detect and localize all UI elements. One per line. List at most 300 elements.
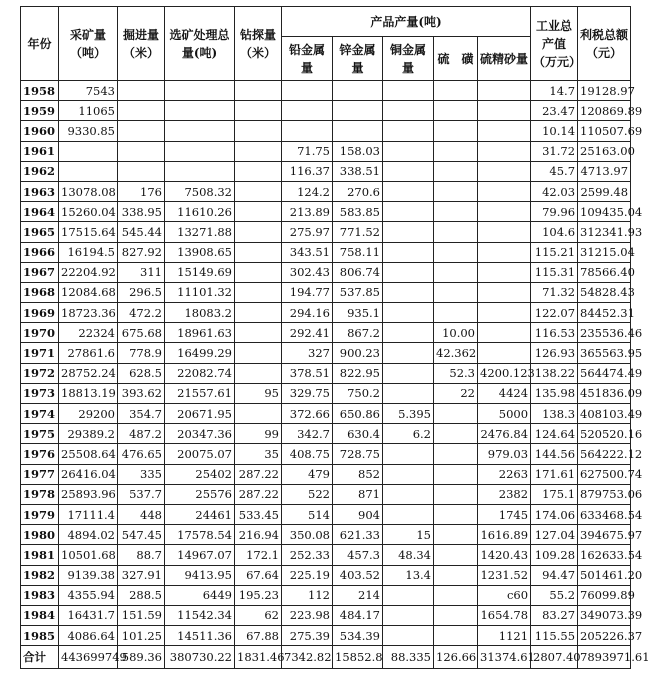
- lead-cell: 292.41: [282, 323, 333, 343]
- excavation-cell: 311: [118, 262, 165, 282]
- drilling-cell: [235, 161, 282, 181]
- drilling-cell: 195.23: [235, 585, 282, 605]
- ore-processing-cell: 21557.61: [165, 383, 235, 403]
- excavation-cell: 589.36: [118, 646, 165, 669]
- lead-cell: 514: [282, 504, 333, 524]
- ore-processing-cell: 11101.32: [165, 282, 235, 302]
- header-industrial-output: 工业总产值（万元）: [531, 7, 578, 81]
- sulfur-cell: 42.362: [434, 343, 478, 363]
- excavation-cell: 151.59: [118, 605, 165, 625]
- year-cell: 1959: [21, 101, 59, 121]
- table-row: [21, 282, 631, 302]
- ore-processing-cell: 20075.07: [165, 444, 235, 464]
- lead-cell: 275.97: [282, 222, 333, 242]
- table-row: [21, 323, 631, 343]
- industrial-output-cell: 144.56: [531, 444, 578, 464]
- mining-cell: 17111.4: [59, 504, 118, 524]
- mining-cell: [59, 161, 118, 181]
- sulfur-cell: 52.3: [434, 363, 478, 383]
- excavation-cell: [118, 121, 165, 141]
- table-row: [21, 181, 631, 201]
- zinc-cell: 621.33: [333, 525, 383, 545]
- excavation-cell: 778.9: [118, 343, 165, 363]
- drilling-cell: 35: [235, 444, 282, 464]
- excavation-cell: 827.92: [118, 242, 165, 262]
- drilling-cell: [235, 81, 282, 101]
- header-mining: 采矿量（吨）: [59, 7, 118, 81]
- profit-tax-cell: 31215.04: [578, 242, 631, 262]
- statistics-table-container: [20, 6, 650, 669]
- copper-cell: [383, 504, 434, 524]
- copper-cell: [383, 323, 434, 343]
- mining-cell: 29200: [59, 404, 118, 424]
- header-sulfur-concentrate: 硫精砂量: [478, 37, 531, 81]
- mining-cell: 13078.08: [59, 181, 118, 201]
- sulfur-concentrate-cell: [478, 81, 531, 101]
- table-row: [21, 404, 631, 424]
- ore-processing-cell: 20671.95: [165, 404, 235, 424]
- zinc-cell: 750.2: [333, 383, 383, 403]
- industrial-output-cell: 14.7: [531, 81, 578, 101]
- year-cell: 1977: [21, 464, 59, 484]
- copper-cell: 88.335: [383, 646, 434, 669]
- table-row: [21, 262, 631, 282]
- profit-tax-cell: 19128.97: [578, 81, 631, 101]
- ore-processing-cell: [165, 81, 235, 101]
- year-cell: 1962: [21, 161, 59, 181]
- table-row: [21, 222, 631, 242]
- sulfur-concentrate-cell: [478, 101, 531, 121]
- mining-cell: 443699749: [59, 646, 118, 669]
- lead-cell: 213.89: [282, 202, 333, 222]
- sulfur-concentrate-cell: 2382: [478, 484, 531, 504]
- industrial-output-cell: 127.04: [531, 525, 578, 545]
- excavation-cell: 296.5: [118, 282, 165, 302]
- sulfur-cell: [434, 444, 478, 464]
- copper-cell: [383, 181, 434, 201]
- excavation-cell: 675.68: [118, 323, 165, 343]
- industrial-output-cell: 109.28: [531, 545, 578, 565]
- zinc-cell: 806.74: [333, 262, 383, 282]
- excavation-cell: 335: [118, 464, 165, 484]
- table-row: [21, 161, 631, 181]
- mining-cell: 9139.38: [59, 565, 118, 585]
- zinc-cell: [333, 81, 383, 101]
- sulfur-concentrate-cell: [478, 323, 531, 343]
- excavation-cell: 628.5: [118, 363, 165, 383]
- mining-cell: 25508.64: [59, 444, 118, 464]
- drilling-cell: 62: [235, 605, 282, 625]
- lead-cell: 7342.82: [282, 646, 333, 669]
- table-row: [21, 585, 631, 605]
- copper-cell: [383, 101, 434, 121]
- header-zinc: 锌金属量: [333, 37, 383, 81]
- table-row: [21, 101, 631, 121]
- copper-cell: [383, 242, 434, 262]
- year-cell: 1975: [21, 424, 59, 444]
- year-cell: 1974: [21, 404, 59, 424]
- industrial-output-cell: 126.93: [531, 343, 578, 363]
- excavation-cell: 176: [118, 181, 165, 201]
- sulfur-concentrate-cell: 2476.84: [478, 424, 531, 444]
- ore-processing-cell: 14511.36: [165, 626, 235, 646]
- profit-tax-cell: 76099.89: [578, 585, 631, 605]
- industrial-output-cell: 55.2: [531, 585, 578, 605]
- sulfur-concentrate-cell: [478, 303, 531, 323]
- industrial-output-cell: 79.96: [531, 202, 578, 222]
- table-row: [21, 484, 631, 504]
- sulfur-concentrate-cell: [478, 121, 531, 141]
- profit-tax-cell: 501461.20: [578, 565, 631, 585]
- excavation-cell: 327.91: [118, 565, 165, 585]
- sulfur-cell: [434, 504, 478, 524]
- copper-cell: [383, 585, 434, 605]
- sulfur-cell: 10.00: [434, 323, 478, 343]
- profit-tax-cell: 84452.31: [578, 303, 631, 323]
- copper-cell: [383, 303, 434, 323]
- drilling-cell: [235, 101, 282, 121]
- copper-cell: 15: [383, 525, 434, 545]
- table-row: [21, 81, 631, 101]
- profit-tax-cell: 349073.39: [578, 605, 631, 625]
- copper-cell: [383, 343, 434, 363]
- lead-cell: 194.77: [282, 282, 333, 302]
- ore-processing-cell: 6449: [165, 585, 235, 605]
- copper-cell: [383, 161, 434, 181]
- zinc-cell: 457.3: [333, 545, 383, 565]
- year-cell: 1971: [21, 343, 59, 363]
- profit-tax-cell: 205226.37: [578, 626, 631, 646]
- ore-processing-cell: 15149.69: [165, 262, 235, 282]
- table-row: [21, 343, 631, 363]
- industrial-output-cell: 83.27: [531, 605, 578, 625]
- table-row: [21, 605, 631, 625]
- sulfur-concentrate-cell: 1745: [478, 504, 531, 524]
- industrial-output-cell: 115.21: [531, 242, 578, 262]
- copper-cell: 6.2: [383, 424, 434, 444]
- industrial-output-cell: 115.31: [531, 262, 578, 282]
- lead-cell: 408.75: [282, 444, 333, 464]
- sulfur-cell: [434, 404, 478, 424]
- sulfur-cell: [434, 565, 478, 585]
- mining-cell: 29389.2: [59, 424, 118, 444]
- header-profit-tax: 利税总额（元）: [578, 7, 631, 81]
- lead-cell: 275.39: [282, 626, 333, 646]
- sulfur-cell: [434, 141, 478, 161]
- ore-processing-cell: 7508.32: [165, 181, 235, 201]
- profit-tax-cell: 162633.54: [578, 545, 631, 565]
- copper-cell: 13.4: [383, 565, 434, 585]
- table-row: [21, 303, 631, 323]
- lead-cell: 372.66: [282, 404, 333, 424]
- ore-processing-cell: [165, 141, 235, 161]
- table-row: [21, 545, 631, 565]
- lead-cell: [282, 101, 333, 121]
- industrial-output-cell: 71.32: [531, 282, 578, 302]
- header-sulfur: 硫 磺: [434, 37, 478, 81]
- copper-cell: [383, 363, 434, 383]
- industrial-output-cell: 31.72: [531, 141, 578, 161]
- ore-processing-cell: 25576: [165, 484, 235, 504]
- ore-processing-cell: 24461: [165, 504, 235, 524]
- sulfur-concentrate-cell: 5000: [478, 404, 531, 424]
- excavation-cell: [118, 81, 165, 101]
- excavation-cell: 547.45: [118, 525, 165, 545]
- profit-tax-cell: 7893971.61: [578, 646, 631, 669]
- sulfur-cell: [434, 424, 478, 444]
- lead-cell: 378.51: [282, 363, 333, 383]
- sulfur-concentrate-cell: [478, 262, 531, 282]
- header-product-output: 产品产量(吨): [282, 7, 531, 37]
- mining-cell: 17515.64: [59, 222, 118, 242]
- drilling-cell: 1831.46: [235, 646, 282, 669]
- profit-tax-cell: 564474.49: [578, 363, 631, 383]
- mining-cell: 28752.24: [59, 363, 118, 383]
- copper-cell: [383, 282, 434, 302]
- drilling-cell: 67.64: [235, 565, 282, 585]
- year-cell: 1966: [21, 242, 59, 262]
- sulfur-concentrate-cell: 4424: [478, 383, 531, 403]
- excavation-cell: [118, 141, 165, 161]
- industrial-output-cell: 23.47: [531, 101, 578, 121]
- mining-cell: 26416.04: [59, 464, 118, 484]
- zinc-cell: 758.11: [333, 242, 383, 262]
- sulfur-cell: [434, 222, 478, 242]
- mining-cell: 16431.7: [59, 605, 118, 625]
- sulfur-concentrate-cell: [478, 222, 531, 242]
- sulfur-cell: [434, 262, 478, 282]
- zinc-cell: 867.2: [333, 323, 383, 343]
- ore-processing-cell: 13271.88: [165, 222, 235, 242]
- zinc-cell: 728.75: [333, 444, 383, 464]
- year-cell: 1982: [21, 565, 59, 585]
- header-drilling: 钻探量（米）: [235, 7, 282, 81]
- zinc-cell: 583.85: [333, 202, 383, 222]
- profit-tax-cell: 365563.95: [578, 343, 631, 363]
- lead-cell: 327: [282, 343, 333, 363]
- zinc-cell: 650.86: [333, 404, 383, 424]
- sulfur-concentrate-cell: [478, 343, 531, 363]
- profit-tax-cell: 109435.04: [578, 202, 631, 222]
- zinc-cell: 852: [333, 464, 383, 484]
- ore-processing-cell: 11610.26: [165, 202, 235, 222]
- sulfur-concentrate-cell: 1654.78: [478, 605, 531, 625]
- lead-cell: 252.33: [282, 545, 333, 565]
- zinc-cell: 935.1: [333, 303, 383, 323]
- industrial-output-cell: 135.98: [531, 383, 578, 403]
- copper-cell: [383, 626, 434, 646]
- ore-processing-cell: 17578.54: [165, 525, 235, 545]
- profit-tax-cell: 633468.54: [578, 504, 631, 524]
- year-cell: 1960: [21, 121, 59, 141]
- year-cell: 1981: [21, 545, 59, 565]
- mining-cell: 4086.64: [59, 626, 118, 646]
- production-statistics-table: [20, 6, 650, 669]
- mining-cell: 4355.94: [59, 585, 118, 605]
- year-cell: 1978: [21, 484, 59, 504]
- excavation-cell: 393.62: [118, 383, 165, 403]
- year-cell: 1983: [21, 585, 59, 605]
- zinc-cell: 822.95: [333, 363, 383, 383]
- industrial-output-cell: 138.22: [531, 363, 578, 383]
- ore-processing-cell: 20347.36: [165, 424, 235, 444]
- mining-cell: 22204.92: [59, 262, 118, 282]
- ore-processing-cell: 16499.29: [165, 343, 235, 363]
- profit-tax-cell: 2599.48: [578, 181, 631, 201]
- copper-cell: [383, 484, 434, 504]
- mining-cell: [59, 141, 118, 161]
- excavation-cell: 472.2: [118, 303, 165, 323]
- profit-tax-cell: 879753.06: [578, 484, 631, 504]
- excavation-cell: 448: [118, 504, 165, 524]
- drilling-cell: 172.1: [235, 545, 282, 565]
- year-cell: 1964: [21, 202, 59, 222]
- excavation-cell: 487.2: [118, 424, 165, 444]
- lead-cell: 479: [282, 464, 333, 484]
- excavation-cell: 476.65: [118, 444, 165, 464]
- sulfur-cell: 126.66: [434, 646, 478, 669]
- year-cell: 1958: [21, 81, 59, 101]
- zinc-cell: 484.17: [333, 605, 383, 625]
- zinc-cell: 214: [333, 585, 383, 605]
- lead-cell: 112: [282, 585, 333, 605]
- zinc-cell: 900.23: [333, 343, 383, 363]
- zinc-cell: 871: [333, 484, 383, 504]
- mining-cell: 18813.19: [59, 383, 118, 403]
- sulfur-concentrate-cell: [478, 242, 531, 262]
- table-row: [21, 383, 631, 403]
- industrial-output-cell: 104.6: [531, 222, 578, 242]
- lead-cell: 223.98: [282, 605, 333, 625]
- drilling-cell: [235, 363, 282, 383]
- year-cell: 1968: [21, 282, 59, 302]
- profit-tax-cell: 312341.93: [578, 222, 631, 242]
- table-row: [21, 444, 631, 464]
- profit-tax-cell: 235536.46: [578, 323, 631, 343]
- sulfur-cell: [434, 101, 478, 121]
- year-cell: 1970: [21, 323, 59, 343]
- drilling-cell: [235, 181, 282, 201]
- year-cell: 1984: [21, 605, 59, 625]
- sulfur-cell: [434, 181, 478, 201]
- ore-processing-cell: 25402: [165, 464, 235, 484]
- drilling-cell: 287.22: [235, 464, 282, 484]
- lead-cell: 124.2: [282, 181, 333, 201]
- profit-tax-cell: 520520.16: [578, 424, 631, 444]
- lead-cell: [282, 121, 333, 141]
- table-row: [21, 141, 631, 161]
- table-row: [21, 525, 631, 545]
- table-row: [21, 242, 631, 262]
- year-cell: 1969: [21, 303, 59, 323]
- sulfur-cell: [434, 605, 478, 625]
- mining-cell: 27861.6: [59, 343, 118, 363]
- year-cell: 合计: [21, 646, 59, 669]
- profit-tax-cell: 627500.74: [578, 464, 631, 484]
- mining-cell: 9330.85: [59, 121, 118, 141]
- copper-cell: 48.34: [383, 545, 434, 565]
- ore-processing-cell: [165, 161, 235, 181]
- year-cell: 1985: [21, 626, 59, 646]
- year-cell: 1980: [21, 525, 59, 545]
- mining-cell: 16194.5: [59, 242, 118, 262]
- industrial-output-cell: 45.7: [531, 161, 578, 181]
- sulfur-concentrate-cell: 1420.43: [478, 545, 531, 565]
- ore-processing-cell: 380730.22: [165, 646, 235, 669]
- drilling-cell: [235, 343, 282, 363]
- copper-cell: [383, 605, 434, 625]
- sulfur-concentrate-cell: [478, 181, 531, 201]
- profit-tax-cell: 78566.40: [578, 262, 631, 282]
- industrial-output-cell: 138.3: [531, 404, 578, 424]
- header-year: 年份: [21, 7, 59, 81]
- zinc-cell: 338.51: [333, 161, 383, 181]
- profit-tax-cell: 4713.97: [578, 161, 631, 181]
- sulfur-cell: [434, 585, 478, 605]
- zinc-cell: 15852.8: [333, 646, 383, 669]
- header-lead: 铅金属量: [282, 37, 333, 81]
- sulfur-cell: [434, 121, 478, 141]
- excavation-cell: 338.95: [118, 202, 165, 222]
- copper-cell: [383, 121, 434, 141]
- drilling-cell: [235, 202, 282, 222]
- zinc-cell: [333, 101, 383, 121]
- mining-cell: 25893.96: [59, 484, 118, 504]
- header-copper: 铜金属量: [383, 37, 434, 81]
- profit-tax-cell: 110507.69: [578, 121, 631, 141]
- zinc-cell: 537.85: [333, 282, 383, 302]
- profit-tax-cell: 54828.43: [578, 282, 631, 302]
- sulfur-cell: 22: [434, 383, 478, 403]
- zinc-cell: [333, 121, 383, 141]
- copper-cell: [383, 222, 434, 242]
- sulfur-concentrate-cell: [478, 141, 531, 161]
- sulfur-cell: [434, 242, 478, 262]
- drilling-cell: 67.88: [235, 626, 282, 646]
- mining-cell: 12084.68: [59, 282, 118, 302]
- ore-processing-cell: 13908.65: [165, 242, 235, 262]
- lead-cell: 329.75: [282, 383, 333, 403]
- sulfur-concentrate-cell: [478, 202, 531, 222]
- sulfur-cell: [434, 545, 478, 565]
- zinc-cell: 771.52: [333, 222, 383, 242]
- table-row: [21, 565, 631, 585]
- industrial-output-cell: 124.64: [531, 424, 578, 444]
- drilling-cell: [235, 323, 282, 343]
- table-row: [21, 121, 631, 141]
- sulfur-concentrate-cell: 1231.52: [478, 565, 531, 585]
- drilling-cell: [235, 282, 282, 302]
- table-row: [21, 464, 631, 484]
- sulfur-concentrate-cell: [478, 161, 531, 181]
- copper-cell: [383, 81, 434, 101]
- zinc-cell: 270.6: [333, 181, 383, 201]
- ore-processing-cell: 22082.74: [165, 363, 235, 383]
- excavation-cell: 101.25: [118, 626, 165, 646]
- mining-cell: 18723.36: [59, 303, 118, 323]
- ore-processing-cell: [165, 101, 235, 121]
- drilling-cell: [235, 262, 282, 282]
- zinc-cell: 158.03: [333, 141, 383, 161]
- drilling-cell: [235, 121, 282, 141]
- copper-cell: [383, 464, 434, 484]
- drilling-cell: 216.94: [235, 525, 282, 545]
- mining-cell: 22324: [59, 323, 118, 343]
- industrial-output-cell: 94.47: [531, 565, 578, 585]
- profit-tax-cell: 408103.49: [578, 404, 631, 424]
- table-row: [21, 626, 631, 646]
- total-row: [21, 646, 631, 669]
